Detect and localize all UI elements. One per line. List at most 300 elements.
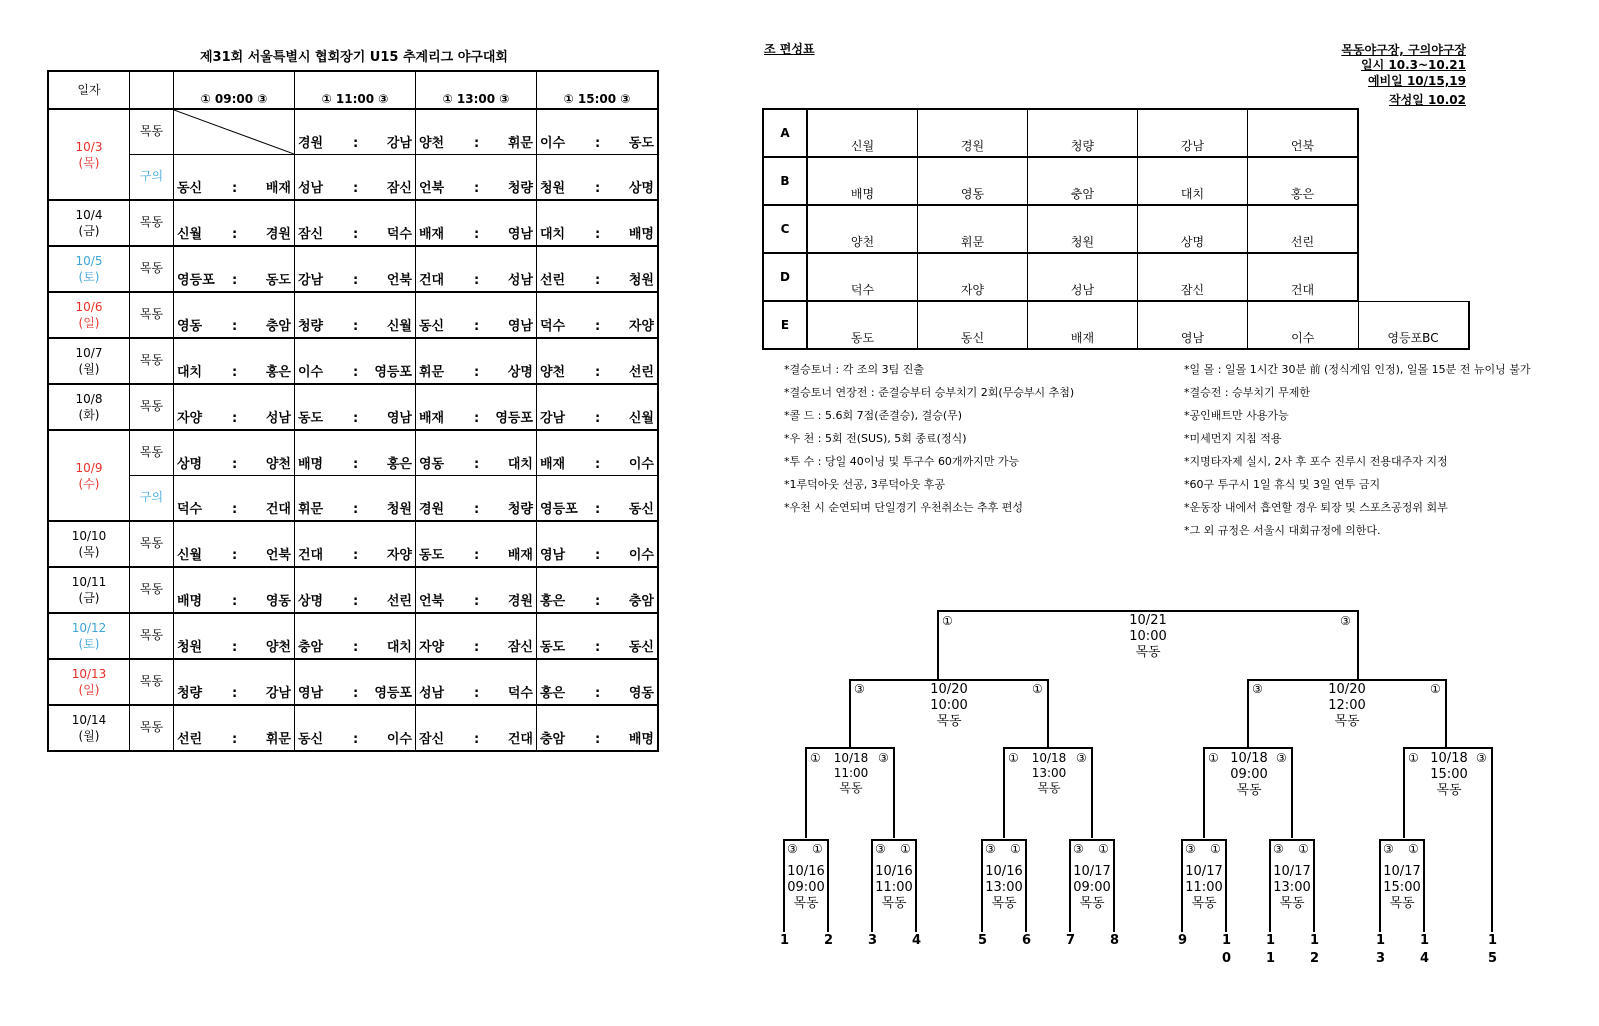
away-team: 영남 bbox=[386, 411, 412, 426]
group-team: 덕수 bbox=[807, 253, 918, 301]
away-team: 언북 bbox=[386, 273, 412, 288]
group-team: 청량 bbox=[1028, 109, 1138, 157]
away-team: 청원 bbox=[628, 273, 654, 288]
seed-number bbox=[978, 932, 987, 950]
away-team: 배명 bbox=[628, 732, 654, 747]
versus-colon: : bbox=[595, 457, 601, 472]
group-team: 영등포BC bbox=[1358, 301, 1469, 349]
match-venue: 목동 bbox=[1191, 896, 1217, 911]
venue-cell: 목동 bbox=[130, 200, 174, 246]
seed-digit: 3 bbox=[1376, 951, 1386, 966]
group-team: 휘문 bbox=[918, 205, 1028, 253]
circle-third-base: ③ bbox=[787, 842, 798, 856]
away-team: 동도 bbox=[265, 273, 291, 288]
versus-colon: : bbox=[353, 640, 359, 655]
home-team: 배명 bbox=[298, 457, 324, 472]
seed-number bbox=[912, 932, 921, 950]
time-header: ① 15:00 ③ bbox=[537, 71, 659, 109]
home-team: 배재 bbox=[419, 411, 445, 426]
versus-colon: : bbox=[474, 548, 480, 563]
match-date: 10/18 bbox=[1230, 751, 1268, 766]
home-team: 영남 bbox=[298, 686, 324, 701]
versus-colon: : bbox=[232, 548, 238, 563]
circle-third-base: ③ bbox=[985, 842, 996, 856]
date-value: 10/4 bbox=[75, 208, 103, 222]
versus-colon: : bbox=[474, 732, 480, 747]
time-header: ① 11:00 ③ bbox=[295, 71, 416, 109]
match-time: 13:00 bbox=[1273, 880, 1311, 895]
match-venue: 목동 bbox=[793, 896, 819, 911]
first-round-match bbox=[1252, 864, 1332, 912]
match-date: 10/20 bbox=[1328, 682, 1366, 697]
versus-colon: : bbox=[474, 457, 480, 472]
match-venue: 목동 bbox=[1135, 645, 1161, 660]
circle-first-base: ① bbox=[1032, 682, 1043, 696]
away-team: 이수 bbox=[386, 732, 412, 747]
away-team: 선린 bbox=[628, 365, 654, 380]
versus-colon: : bbox=[232, 732, 238, 747]
versus-colon: : bbox=[232, 594, 238, 609]
away-team: 영동 bbox=[628, 686, 654, 701]
seed-number bbox=[1222, 932, 1231, 968]
seed-digit: 1 bbox=[1488, 933, 1498, 948]
away-team: 배재 bbox=[265, 181, 291, 196]
versus-colon: : bbox=[353, 319, 359, 334]
versus-colon: : bbox=[353, 594, 359, 609]
home-team: 청량 bbox=[177, 686, 203, 701]
first-round-match bbox=[1362, 864, 1442, 912]
date-value: 10/12 bbox=[71, 621, 107, 635]
circle-third-base: ③ bbox=[1273, 842, 1284, 856]
rule-item: *일 몰 : 일몰 1시간 30분 前 (정식게임 인정), 일몰 15분 전 뉴이닝 불가 bbox=[1184, 363, 1531, 376]
group-team: 동신 bbox=[918, 301, 1028, 349]
away-team: 청원 bbox=[386, 502, 412, 517]
match-venue: 목동 bbox=[1236, 783, 1262, 798]
reserve-line: 예비일 10/15,19 bbox=[1368, 74, 1466, 88]
match-date: 10/17 bbox=[1383, 864, 1421, 879]
away-team: 청량 bbox=[507, 181, 533, 196]
home-team: 성남 bbox=[298, 181, 324, 196]
home-team: 충암 bbox=[298, 640, 324, 655]
day-of-week: (수) bbox=[78, 476, 100, 491]
venue-line: 목동야구장, 구의야구장 bbox=[1341, 43, 1466, 57]
rule-item: *결승전 : 승부치기 무제한 bbox=[1184, 386, 1310, 399]
versus-colon: : bbox=[474, 686, 480, 701]
home-team: 청원 bbox=[177, 640, 203, 655]
versus-colon: : bbox=[474, 411, 480, 426]
home-team: 언북 bbox=[419, 594, 445, 609]
away-team: 경원 bbox=[265, 227, 291, 242]
versus-colon: : bbox=[595, 502, 601, 517]
versus-colon: : bbox=[474, 227, 480, 242]
match-date: 10/20 bbox=[930, 682, 968, 697]
circle-third-base: ③ bbox=[875, 842, 886, 856]
versus-colon: : bbox=[353, 227, 359, 242]
circle-first-base: ① bbox=[900, 842, 911, 856]
rule-item: *미세먼지 지침 적용 bbox=[1184, 432, 1282, 445]
versus-colon: : bbox=[474, 502, 480, 517]
away-team: 자양 bbox=[628, 319, 654, 334]
first-round-match bbox=[1052, 864, 1132, 912]
home-team: 선린 bbox=[540, 273, 566, 288]
date-header: 일자 bbox=[48, 71, 130, 109]
versus-colon: : bbox=[353, 136, 359, 151]
away-team: 성남 bbox=[507, 273, 533, 288]
versus-colon: : bbox=[474, 319, 480, 334]
match-date: 10/16 bbox=[985, 864, 1023, 879]
group-team: 대치 bbox=[1138, 157, 1248, 205]
circle-third-base: ③ bbox=[1383, 842, 1394, 856]
away-team: 언북 bbox=[265, 548, 291, 563]
versus-colon: : bbox=[595, 319, 601, 334]
match-venue: 목동 bbox=[991, 896, 1017, 911]
seed-digit: 1 bbox=[1222, 933, 1232, 948]
group-team: 경원 bbox=[918, 109, 1028, 157]
group-label: B bbox=[763, 157, 807, 205]
circle-first-base: ① bbox=[1408, 842, 1419, 856]
circle-third-base: ③ bbox=[1340, 614, 1351, 628]
home-team: 선린 bbox=[177, 732, 203, 747]
versus-colon: : bbox=[232, 502, 238, 517]
home-team: 홍은 bbox=[540, 594, 566, 609]
versus-colon: : bbox=[474, 273, 480, 288]
group-team: 자양 bbox=[918, 253, 1028, 301]
venue-cell: 목동 bbox=[130, 338, 174, 384]
home-team: 이수 bbox=[298, 365, 324, 380]
home-team: 동도 bbox=[298, 411, 324, 426]
away-team: 영등포 bbox=[495, 411, 533, 426]
rule-item: *그 외 규정은 서울시 대회규정에 의한다. bbox=[1184, 524, 1381, 537]
home-team: 경원 bbox=[419, 502, 445, 517]
away-team: 이수 bbox=[628, 548, 654, 563]
venue-cell: 목동 bbox=[130, 246, 174, 292]
group-team: 청원 bbox=[1028, 205, 1138, 253]
match-date: 10/17 bbox=[1185, 864, 1223, 879]
seed-digit: 2 bbox=[1310, 951, 1320, 966]
venue-cell: 목동 bbox=[130, 521, 174, 567]
seed-number bbox=[868, 932, 877, 950]
group-label: C bbox=[763, 205, 807, 253]
date-value: 10/7 bbox=[75, 346, 103, 360]
home-team: 영동 bbox=[177, 319, 203, 334]
home-team: 동신 bbox=[177, 181, 203, 196]
group-team: 언북 bbox=[1248, 109, 1359, 157]
venue-cell: 목동 bbox=[130, 567, 174, 613]
home-team: 배재 bbox=[419, 227, 445, 242]
home-team: 덕수 bbox=[177, 502, 203, 517]
away-team: 상명 bbox=[507, 365, 533, 380]
away-team: 이수 bbox=[628, 457, 654, 472]
group-team: 성남 bbox=[1028, 253, 1138, 301]
home-team: 홍은 bbox=[540, 686, 566, 701]
circle-first-base: ① bbox=[1430, 682, 1441, 696]
away-team: 영남 bbox=[507, 319, 533, 334]
away-team: 건대 bbox=[507, 732, 533, 747]
match-time: 09:00 bbox=[787, 880, 825, 895]
group-team: 신월 bbox=[807, 109, 918, 157]
seed-digit: 3 bbox=[868, 933, 878, 948]
away-team: 잠신 bbox=[507, 640, 533, 655]
versus-colon: : bbox=[595, 365, 601, 380]
date-value: 10/9 bbox=[75, 460, 103, 475]
seed-number bbox=[1488, 932, 1497, 968]
day-of-week: (화) bbox=[78, 408, 100, 422]
versus-colon: : bbox=[595, 686, 601, 701]
groups-title: 조 편성표 bbox=[764, 42, 815, 56]
home-team: 영동 bbox=[419, 457, 445, 472]
circle-third-base: ③ bbox=[1073, 842, 1084, 856]
versus-colon: : bbox=[474, 181, 480, 196]
match-venue: 목동 bbox=[1279, 896, 1305, 911]
match-time: 12:00 bbox=[1328, 698, 1366, 713]
final-match bbox=[1108, 613, 1188, 661]
away-team: 강남 bbox=[265, 686, 291, 701]
venue-cell: 구의 bbox=[130, 155, 174, 201]
rule-item: *공인배트만 사용가능 bbox=[1184, 409, 1289, 422]
seed-number bbox=[780, 932, 789, 950]
home-team: 배재 bbox=[540, 457, 566, 472]
match-venue: 목동 bbox=[881, 896, 907, 911]
seed-digit: 5 bbox=[1488, 951, 1498, 966]
rule-item: *우천 시 순연되며 단일경기 우천취소는 추후 편성 bbox=[784, 501, 1023, 514]
seed-digit: 9 bbox=[1178, 933, 1188, 948]
venue-cell: 목동 bbox=[130, 430, 174, 476]
day-of-week: (일) bbox=[78, 316, 100, 330]
away-team: 동신 bbox=[628, 640, 654, 655]
seed-number bbox=[1310, 932, 1319, 968]
day-of-week: (월) bbox=[78, 362, 100, 376]
group-label: E bbox=[763, 301, 807, 349]
rule-item: *60구 투구시 1일 휴식 및 3일 연투 금지 bbox=[1184, 478, 1381, 491]
seed-digit: 4 bbox=[912, 933, 922, 948]
versus-colon: : bbox=[232, 365, 238, 380]
versus-colon: : bbox=[595, 411, 601, 426]
home-team: 신월 bbox=[177, 227, 203, 242]
match-date: 10/18 bbox=[833, 751, 869, 765]
match-date: 10/17 bbox=[1273, 864, 1311, 879]
venue-cell: 목동 bbox=[130, 384, 174, 430]
versus-colon: : bbox=[232, 227, 238, 242]
group-team: 건대 bbox=[1248, 253, 1359, 301]
rule-item: *1루덕아웃 선공, 3루덕아웃 후공 bbox=[784, 478, 945, 491]
away-team: 동도 bbox=[628, 136, 654, 151]
rule-item: *운동장 내에서 흡연할 경우 퇴장 및 스포츠공정위 회부 bbox=[1184, 501, 1448, 514]
match-time: 15:00 bbox=[1430, 767, 1468, 782]
away-team: 동신 bbox=[628, 502, 654, 517]
rule-item: *콜 드 : 5.6회 7점(준결승), 결승(무) bbox=[784, 409, 963, 422]
circle-first-base: ① bbox=[1098, 842, 1109, 856]
circle-first-base: ① bbox=[1208, 751, 1219, 765]
circle-third-base: ③ bbox=[854, 682, 865, 696]
seed-digit: 1 bbox=[1420, 933, 1430, 948]
home-team: 휘문 bbox=[298, 502, 324, 517]
day-of-week: (월) bbox=[78, 729, 100, 743]
day-of-week: (목) bbox=[78, 545, 100, 559]
home-team: 강남 bbox=[540, 411, 566, 426]
versus-colon: : bbox=[595, 181, 601, 196]
away-team: 휘문 bbox=[507, 136, 533, 151]
away-team: 선린 bbox=[386, 594, 412, 609]
away-team: 양천 bbox=[265, 640, 291, 655]
away-team: 대치 bbox=[386, 640, 412, 655]
date-value: 10/6 bbox=[75, 300, 103, 314]
versus-colon: : bbox=[353, 732, 359, 747]
day-of-week: (일) bbox=[78, 683, 100, 697]
rule-item: *투 수 : 당일 40이닝 및 투구수 60개까지만 가능 bbox=[784, 455, 1020, 468]
day-of-week: (금) bbox=[78, 591, 100, 605]
versus-colon: : bbox=[353, 548, 359, 563]
first-round-match bbox=[964, 864, 1044, 912]
away-team: 상명 bbox=[628, 181, 654, 196]
group-team: 영남 bbox=[1138, 301, 1248, 349]
away-team: 영남 bbox=[507, 227, 533, 242]
away-team: 청량 bbox=[507, 502, 533, 517]
match-time: 13:00 bbox=[985, 880, 1023, 895]
home-team: 덕수 bbox=[540, 319, 566, 334]
match-time: 11:00 bbox=[833, 766, 869, 780]
written-line: 작성일 10.02 bbox=[1389, 93, 1466, 107]
circle-first-base: ① bbox=[942, 614, 953, 628]
date-value: 10/8 bbox=[75, 392, 103, 406]
date-value: 10/13 bbox=[71, 667, 107, 681]
seed-digit: 5 bbox=[978, 933, 988, 948]
circle-third-base: ③ bbox=[1252, 682, 1263, 696]
seed-number bbox=[1110, 932, 1119, 950]
match-venue: 목동 bbox=[1334, 714, 1360, 729]
versus-colon: : bbox=[232, 273, 238, 288]
versus-colon: : bbox=[595, 273, 601, 288]
versus-colon: : bbox=[474, 594, 480, 609]
date-value: 10/11 bbox=[71, 575, 107, 589]
circle-third-base: ③ bbox=[1276, 751, 1287, 765]
away-team: 영등포 bbox=[374, 686, 412, 701]
circle-third-base: ③ bbox=[1076, 751, 1087, 765]
home-team: 동신 bbox=[298, 732, 324, 747]
group-team: 이수 bbox=[1248, 301, 1359, 349]
circle-first-base: ① bbox=[812, 842, 823, 856]
rule-item: *결승토너 : 각 조의 3팀 진출 bbox=[784, 363, 924, 376]
seed-digit: 1 bbox=[780, 933, 790, 948]
home-team: 강남 bbox=[298, 273, 324, 288]
home-team: 양천 bbox=[540, 365, 566, 380]
group-label: A bbox=[763, 109, 807, 157]
home-team: 영등포 bbox=[540, 502, 578, 517]
versus-colon: : bbox=[232, 181, 238, 196]
rule-item: *지명타자제 실시, 2사 후 포수 진루시 전용대주자 지정 bbox=[1184, 455, 1448, 468]
circle-first-base: ① bbox=[1210, 842, 1221, 856]
circle-third-base: ③ bbox=[1476, 751, 1487, 765]
home-team: 신월 bbox=[177, 548, 203, 563]
day-of-week: (목) bbox=[78, 155, 100, 170]
away-team: 경원 bbox=[507, 594, 533, 609]
match-venue: 목동 bbox=[839, 781, 863, 795]
away-team: 휘문 bbox=[265, 732, 291, 747]
rule-item: *우 천 : 5회 전(SUS), 5회 종료(정식) bbox=[784, 432, 967, 445]
seed-digit: 4 bbox=[1420, 951, 1430, 966]
date-value: 10/14 bbox=[71, 713, 107, 727]
seed-digit: 1 bbox=[1376, 933, 1386, 948]
versus-colon: : bbox=[232, 457, 238, 472]
group-team: 홍은 bbox=[1248, 157, 1359, 205]
match-time: 10:00 bbox=[1129, 629, 1167, 644]
seed-digit: 8 bbox=[1110, 933, 1120, 948]
home-team: 양천 bbox=[419, 136, 445, 151]
venue-cell: 목동 bbox=[130, 659, 174, 705]
seed-number bbox=[1266, 932, 1275, 968]
match-venue: 목동 bbox=[1079, 896, 1105, 911]
away-team: 양천 bbox=[265, 457, 291, 472]
versus-colon: : bbox=[595, 594, 601, 609]
seed-digit: 0 bbox=[1222, 951, 1232, 966]
versus-colon: : bbox=[474, 365, 480, 380]
seed-number bbox=[1420, 932, 1429, 968]
seed-number bbox=[824, 932, 833, 950]
versus-colon: : bbox=[595, 548, 601, 563]
circle-third-base: ③ bbox=[878, 751, 889, 765]
home-team: 언북 bbox=[419, 181, 445, 196]
versus-colon: : bbox=[232, 411, 238, 426]
day-of-week: (토) bbox=[78, 270, 100, 284]
match-time: 13:00 bbox=[1031, 766, 1067, 780]
match-date: 10/21 bbox=[1129, 613, 1167, 628]
home-team: 청량 bbox=[298, 319, 324, 334]
home-team: 대치 bbox=[177, 365, 203, 380]
away-team: 건대 bbox=[265, 502, 291, 517]
home-team: 동신 bbox=[419, 319, 445, 334]
away-team: 잠신 bbox=[386, 181, 412, 196]
versus-colon: : bbox=[353, 411, 359, 426]
venue-cell: 목동 bbox=[130, 705, 174, 751]
home-team: 청원 bbox=[540, 181, 566, 196]
home-team: 영남 bbox=[540, 548, 566, 563]
away-team: 홍은 bbox=[265, 365, 291, 380]
away-team: 신월 bbox=[386, 319, 412, 334]
away-team: 충암 bbox=[628, 594, 654, 609]
versus-colon: : bbox=[595, 136, 601, 151]
match-time: 11:00 bbox=[1185, 880, 1223, 895]
seed-digit: 1 bbox=[1266, 933, 1276, 948]
group-team: 영동 bbox=[918, 157, 1028, 205]
seed-number bbox=[1178, 932, 1187, 950]
first-round-match bbox=[1164, 864, 1244, 912]
match-date: 10/16 bbox=[787, 864, 825, 879]
home-team: 영등포 bbox=[177, 273, 215, 288]
home-team: 잠신 bbox=[419, 732, 445, 747]
circle-first-base: ① bbox=[1408, 751, 1419, 765]
versus-colon: : bbox=[232, 640, 238, 655]
home-team: 상명 bbox=[298, 594, 324, 609]
home-team: 이수 bbox=[540, 136, 566, 151]
day-of-week: (토) bbox=[78, 637, 100, 651]
seed-digit: 1 bbox=[1266, 951, 1276, 966]
time-header: ① 13:00 ③ bbox=[416, 71, 537, 109]
home-team: 동도 bbox=[540, 640, 566, 655]
versus-colon: : bbox=[353, 457, 359, 472]
versus-colon: : bbox=[353, 273, 359, 288]
versus-colon: : bbox=[353, 181, 359, 196]
circle-third-base: ③ bbox=[1185, 842, 1196, 856]
first-round-match bbox=[766, 864, 846, 912]
home-team: 동도 bbox=[419, 548, 445, 563]
first-round-match bbox=[854, 864, 934, 912]
seed-number bbox=[1376, 932, 1385, 968]
match-date: 10/18 bbox=[1031, 751, 1067, 765]
seed-number bbox=[1066, 932, 1075, 950]
versus-colon: : bbox=[353, 502, 359, 517]
away-team: 홍은 bbox=[386, 457, 412, 472]
home-team: 자양 bbox=[419, 640, 445, 655]
match-venue: 목동 bbox=[1037, 781, 1061, 795]
